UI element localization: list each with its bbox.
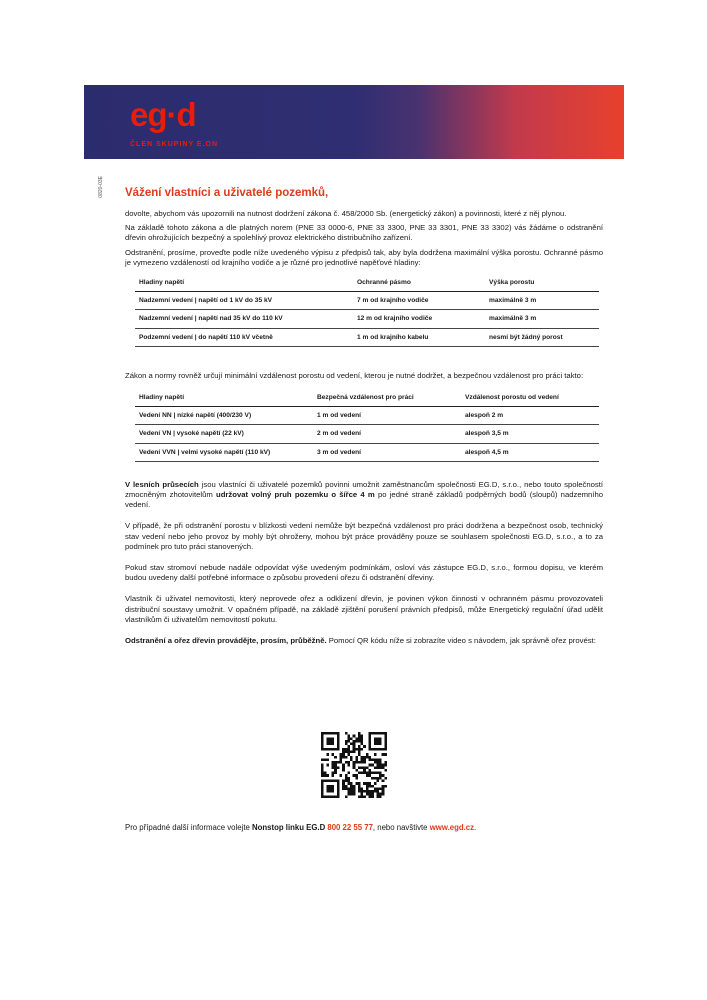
table-cell: 1 m od vedení bbox=[313, 407, 461, 425]
footer-text: , nebo navštivte bbox=[372, 823, 430, 832]
letter-body bbox=[125, 186, 603, 650]
hotline-phone[interactable]: 800 22 55 77 bbox=[327, 823, 373, 832]
footer-text: Pro případné další informace volejte bbox=[125, 823, 252, 832]
intro-paragraph-2: Na základě tohoto zákona a dle platných norem (PNE 33 0000-6, PNE 33 3300, PNE 33 3301, PNE 33 3302) vás žádáme o odstranění dřevin ohrožujících bezpečný a spolehlivý provoz elektrického distribučního zařízení. bbox=[125, 223, 603, 243]
closing-bold: Odstranění a ořez dřevin provádějte, prosím, průběžně. bbox=[125, 636, 327, 646]
column-header: Hladiny napětí bbox=[135, 389, 313, 407]
protection-zone-table bbox=[135, 274, 599, 347]
table-row bbox=[135, 310, 599, 328]
website-link[interactable]: www.egd.cz bbox=[429, 823, 475, 832]
table-header-row bbox=[135, 389, 599, 407]
logo-tagline: ČLEN SKUPINY E.ON bbox=[130, 141, 219, 148]
table-row bbox=[135, 443, 599, 461]
table-cell: 12 m od krajního vodiče bbox=[353, 310, 485, 328]
table-cell: 2 m od vedení bbox=[313, 425, 461, 443]
table-cell: Podzemní vedení | do napětí 110 kV včetně bbox=[135, 328, 353, 346]
table-row bbox=[135, 407, 599, 425]
table-cell: Vedení VVN | velmi vysoké napětí (110 kV) bbox=[135, 443, 313, 461]
owner-duty-paragraph: Vlastník či uživatel nemovitosti, který neprovede ořez a odklizení dřevin, je povinen výkon činnosti v ochranném pásmu provozovateli distribuční soustavy umožnit. V opačném případě, na základě zjištění porušení právních předpisů, může Energetický regulační úřad udělit vlastníkům či uživatelům nemovitostí pokutu. bbox=[125, 594, 603, 624]
closing-text: Pomocí QR kódu níže si zobrazíte video s návodem, jak správně ořez provést: bbox=[326, 636, 596, 646]
table-row bbox=[135, 292, 599, 310]
column-header: Vzdálenost porostu od vedení bbox=[461, 389, 599, 407]
column-header: Bezpečná vzdálenost pro práci bbox=[313, 389, 461, 407]
distance-table bbox=[135, 389, 599, 462]
table-cell: nesmí být žádný porost bbox=[485, 328, 599, 346]
forest-text-1: jsou vlastníci či uživatelé pozemků povinni umožnit zaměstnancům společnosti EG.D, s.r.o., nebo touto společností zmocněným zhotovitelům bbox=[125, 479, 603, 500]
column-header: Ochranné pásmo bbox=[353, 274, 485, 292]
closing-paragraph bbox=[125, 636, 603, 646]
forest-bold-2: udržovat volný pruh pozemku o šířce 4 m bbox=[216, 490, 375, 500]
egd-logo: eg·d bbox=[130, 96, 196, 133]
table-cell: 1 m od krajního kabelu bbox=[353, 328, 485, 346]
footer-text: . bbox=[474, 823, 477, 832]
table-cell: maximálně 3 m bbox=[485, 310, 599, 328]
letter-title: Vážení vlastníci a uživatelé pozemků, bbox=[125, 187, 329, 199]
document-code: 0820-03E bbox=[98, 176, 104, 198]
table-cell: alespoň 3,5 m bbox=[461, 425, 599, 443]
table-cell: maximálně 3 m bbox=[485, 292, 599, 310]
column-header: Hladiny napětí bbox=[135, 274, 353, 292]
forest-paragraph bbox=[125, 480, 603, 511]
table-cell: 7 m od krajního vodiče bbox=[353, 292, 485, 310]
table-cell: 3 m od vedení bbox=[313, 443, 461, 461]
table-cell: alespoň 4,5 m bbox=[461, 443, 599, 461]
forest-bold-1: V lesních průsecích bbox=[125, 479, 199, 489]
table-row bbox=[135, 425, 599, 443]
hotline-label: Nonstop linku EG.D bbox=[252, 823, 328, 832]
table-header-row bbox=[135, 274, 599, 292]
table-cell: Nadzemní vedení | napětí od 1 kV do 35 kV bbox=[135, 292, 353, 310]
column-header: Výška porostu bbox=[485, 274, 599, 292]
intro-paragraph-1: dovolte, abychom vás upozornili na nutnost dodržení zákona č. 458/2000 Sb. (energetický zákon) a povinnosti, které z něj plynou. bbox=[125, 209, 567, 218]
table-cell: Vedení NN | nízké napětí (400/230 V) bbox=[135, 407, 313, 425]
footer-contact bbox=[125, 823, 603, 832]
qr-code-image[interactable] bbox=[321, 732, 387, 798]
table-row bbox=[135, 328, 599, 346]
table-cell: Vedení VN | vysoké napětí (22 kV) bbox=[135, 425, 313, 443]
safety-paragraph: V případě, že při odstranění porostu v blízkosti vedení nemůže být bezpečná vzdálenost pro práci dodržena a bezpečnost osob, technický stav vedení nebo jeho provoz by mohly být ohroženy, mohou být práce prováděny pouze se souhlasem společnosti EG.D, s.r.o., a to za podmínek pro tuto práci stanovených. bbox=[125, 521, 603, 551]
header-banner bbox=[84, 85, 624, 159]
table-cell: alespoň 2 m bbox=[461, 407, 599, 425]
intro-paragraph-3: Odstranění, prosíme, proveďte podle níže uvedeného výpisu z předpisů tak, aby byla dodržena maximální výška porostu. Ochranné pásmo je vymezeno vzdáleností od krajního vodiče a je různé pro jednotlivé napěťové hladiny: bbox=[125, 247, 603, 267]
distance-intro: Zákon a normy rovněž určují minimální vzdálenost porostu od vedení, kterou je nutné dodržet, a bezpečnou vzdálenost pro práci takto: bbox=[125, 370, 584, 380]
forest-text-2: po jedné straně základů podpěrných bodů (sloupů) nadzemního vedení. bbox=[125, 490, 603, 510]
table-cell: Nadzemní vedení | napětí nad 35 kV do 110 kV bbox=[135, 310, 353, 328]
trees-paragraph: Pokud stav stromoví nebude nadále odpovídat výše uvedeným podmínkám, osloví vás zástupce EG.D, s.r.o., formou dopisu, ve kterém budou uvedeny další potřebné informace o způsobu provedení ořezu či odstranění dřeviny. bbox=[125, 563, 603, 583]
